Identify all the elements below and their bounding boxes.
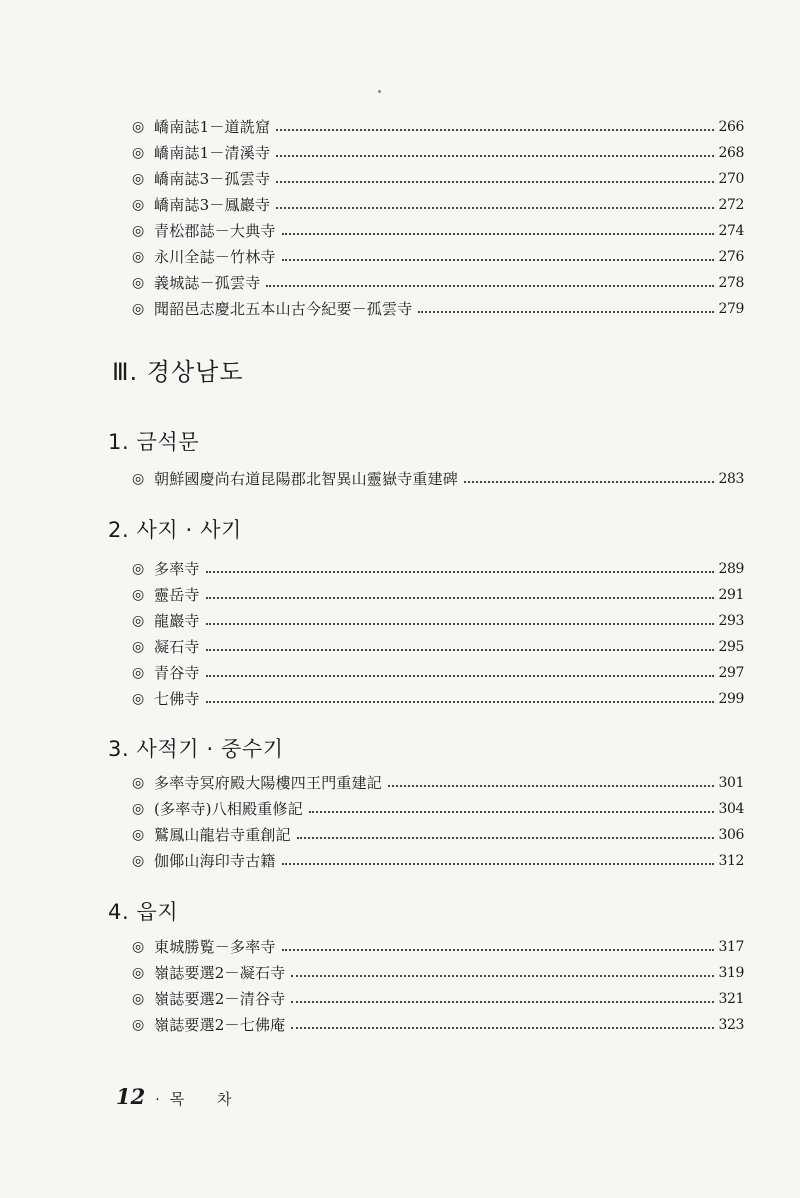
- entry-title: 伽倻山海印寺古籍: [154, 852, 276, 870]
- toc-entry[interactable]: [132, 934, 744, 956]
- bullet-icon: ◎: [132, 853, 145, 869]
- entry-page-number: 304: [718, 801, 744, 817]
- toc-entry[interactable]: [132, 244, 744, 266]
- entry-title: 凝石寺: [154, 638, 200, 656]
- section-heading: 4. 읍지: [108, 900, 179, 924]
- bullet-icon: ◎: [132, 223, 145, 239]
- dot-leader: [282, 949, 715, 951]
- toc-entry[interactable]: [132, 1012, 744, 1034]
- entry-page-number: 321: [718, 991, 744, 1007]
- entry-title: 靈岳寺: [154, 586, 200, 604]
- toc-entry[interactable]: [132, 960, 744, 982]
- entry-title: 嶺誌要選2－凝石寺: [154, 964, 286, 982]
- toc-entry[interactable]: [132, 822, 744, 844]
- toc-entry[interactable]: [132, 270, 744, 292]
- entry-page-number: 278: [718, 275, 744, 291]
- entry-title: 多率寺冥府殿大陽樓四王門重建記: [154, 774, 383, 792]
- bullet-icon: ◎: [132, 145, 145, 161]
- bullet-icon: ◎: [132, 301, 145, 317]
- bullet-icon: ◎: [132, 561, 145, 577]
- toc-entry[interactable]: [132, 608, 744, 630]
- dot-leader: [276, 181, 714, 183]
- dot-leader: [206, 571, 715, 573]
- toc-entry[interactable]: [132, 796, 744, 818]
- footer-label: 목 차: [169, 1090, 246, 1108]
- toc-entry[interactable]: [132, 634, 744, 656]
- dot-leader: [297, 837, 715, 839]
- bullet-icon: ◎: [132, 691, 145, 707]
- bullet-icon: ◎: [132, 1017, 145, 1033]
- bullet-icon: ◎: [132, 991, 145, 1007]
- footer-separator: ·: [155, 1092, 160, 1108]
- print-speck: [378, 90, 381, 93]
- entry-page-number: 317: [718, 939, 744, 955]
- dot-leader: [282, 259, 715, 261]
- toc-entry[interactable]: [132, 466, 744, 488]
- toc-entry[interactable]: [132, 140, 744, 162]
- entry-title: 龍巖寺: [154, 612, 200, 630]
- dot-leader: [266, 285, 714, 287]
- entry-title: 嶠南誌1－清溪寺: [154, 144, 271, 162]
- toc-entry[interactable]: [132, 218, 744, 240]
- entry-page-number: 291: [718, 587, 744, 603]
- entry-title: 朝鮮國慶尚右道昆陽郡北智異山靈嶽寺重建碑: [154, 470, 459, 488]
- bullet-icon: ◎: [132, 471, 145, 487]
- dot-leader: [282, 233, 715, 235]
- bullet-icon: ◎: [132, 965, 145, 981]
- entry-page-number: 297: [718, 665, 744, 681]
- entry-title: 嶠南誌1－道詵窟: [154, 118, 271, 136]
- entry-title: 義城誌－孤雲寺: [154, 274, 261, 292]
- dot-leader: [418, 311, 714, 313]
- bullet-icon: ◎: [132, 801, 145, 817]
- entry-title: 嶺誌要選2－清谷寺: [154, 990, 286, 1008]
- dot-leader: [206, 701, 715, 703]
- entry-page-number: 283: [718, 471, 744, 487]
- toc-entry[interactable]: [132, 582, 744, 604]
- toc-entry[interactable]: [132, 166, 744, 188]
- entry-page-number: 270: [718, 171, 744, 187]
- toc-entry[interactable]: [132, 660, 744, 682]
- dot-leader: [206, 649, 715, 651]
- dot-leader: [206, 623, 715, 625]
- bullet-icon: ◎: [132, 775, 145, 791]
- page-footer: [116, 1084, 245, 1109]
- bullet-icon: ◎: [132, 197, 145, 213]
- chapter-heading: Ⅲ. 경상남도: [112, 358, 244, 386]
- entry-page-number: 323: [718, 1017, 744, 1033]
- dot-leader: [291, 1027, 714, 1029]
- dot-leader: [309, 811, 715, 813]
- dot-leader: [276, 129, 714, 131]
- entry-page-number: 293: [718, 613, 744, 629]
- entry-title: 嶠南誌3－鳳巖寺: [154, 196, 271, 214]
- toc-entry[interactable]: [132, 556, 744, 578]
- dot-leader: [464, 481, 714, 483]
- dot-leader: [206, 597, 715, 599]
- entry-page-number: 268: [718, 145, 744, 161]
- bullet-icon: ◎: [132, 119, 145, 135]
- entry-title: 聞韶邑志慶北五本山古今紀要－孤雲寺: [154, 300, 413, 318]
- entry-page-number: 279: [718, 301, 744, 317]
- toc-entry[interactable]: [132, 686, 744, 708]
- entry-page-number: 299: [718, 691, 744, 707]
- dot-leader: [282, 863, 715, 865]
- section-heading: 2. 사지 · 사기: [108, 518, 242, 542]
- bullet-icon: ◎: [132, 613, 145, 629]
- entry-title: 嶺誌要選2－七佛庵: [154, 1016, 286, 1034]
- entry-title: 七佛寺: [154, 690, 200, 708]
- dot-leader: [276, 155, 714, 157]
- section-heading: 1. 금석문: [108, 430, 200, 454]
- dot-leader: [291, 1001, 714, 1003]
- entry-title: 永川全誌－竹林寺: [154, 248, 276, 266]
- entry-title: 青谷寺: [154, 664, 200, 682]
- bullet-icon: ◎: [132, 275, 145, 291]
- entry-page-number: 312: [718, 853, 744, 869]
- bullet-icon: ◎: [132, 939, 145, 955]
- bullet-icon: ◎: [132, 827, 145, 843]
- toc-entry[interactable]: [132, 770, 744, 792]
- bullet-icon: ◎: [132, 587, 145, 603]
- bullet-icon: ◎: [132, 639, 145, 655]
- entry-page-number: 272: [718, 197, 744, 213]
- entry-title: (多率寺)八相殿重修記: [154, 800, 303, 818]
- bullet-icon: ◎: [132, 665, 145, 681]
- dot-leader: [291, 975, 714, 977]
- entry-page-number: 301: [718, 775, 744, 791]
- bullet-icon: ◎: [132, 249, 145, 265]
- bullet-icon: ◎: [132, 171, 145, 187]
- entry-title: 東城勝覧－多率寺: [154, 938, 276, 956]
- entry-title: 嶠南誌3－孤雲寺: [154, 170, 271, 188]
- toc-entry[interactable]: [132, 986, 744, 1008]
- dot-leader: [276, 207, 714, 209]
- entry-page-number: 319: [718, 965, 744, 981]
- entry-page-number: 289: [718, 561, 744, 577]
- dot-leader: [206, 675, 715, 677]
- dot-leader: [388, 785, 714, 787]
- toc-entry[interactable]: [132, 114, 744, 136]
- entry-title: 鷲鳳山龍岩寺重創記: [154, 826, 291, 844]
- toc-entry[interactable]: [132, 848, 744, 870]
- section-heading: 3. 사적기 · 중수기: [108, 737, 284, 761]
- toc-entry[interactable]: [132, 296, 744, 318]
- entry-page-number: 295: [718, 639, 744, 655]
- footer-page-number: 12: [116, 1084, 146, 1109]
- toc-entry[interactable]: [132, 192, 744, 214]
- entry-page-number: 306: [718, 827, 744, 843]
- entry-title: 青松郡誌－大典寺: [154, 222, 276, 240]
- entry-page-number: 274: [718, 223, 744, 239]
- entry-title: 多率寺: [154, 560, 200, 578]
- entry-page-number: 276: [718, 249, 744, 265]
- entry-page-number: 266: [718, 119, 744, 135]
